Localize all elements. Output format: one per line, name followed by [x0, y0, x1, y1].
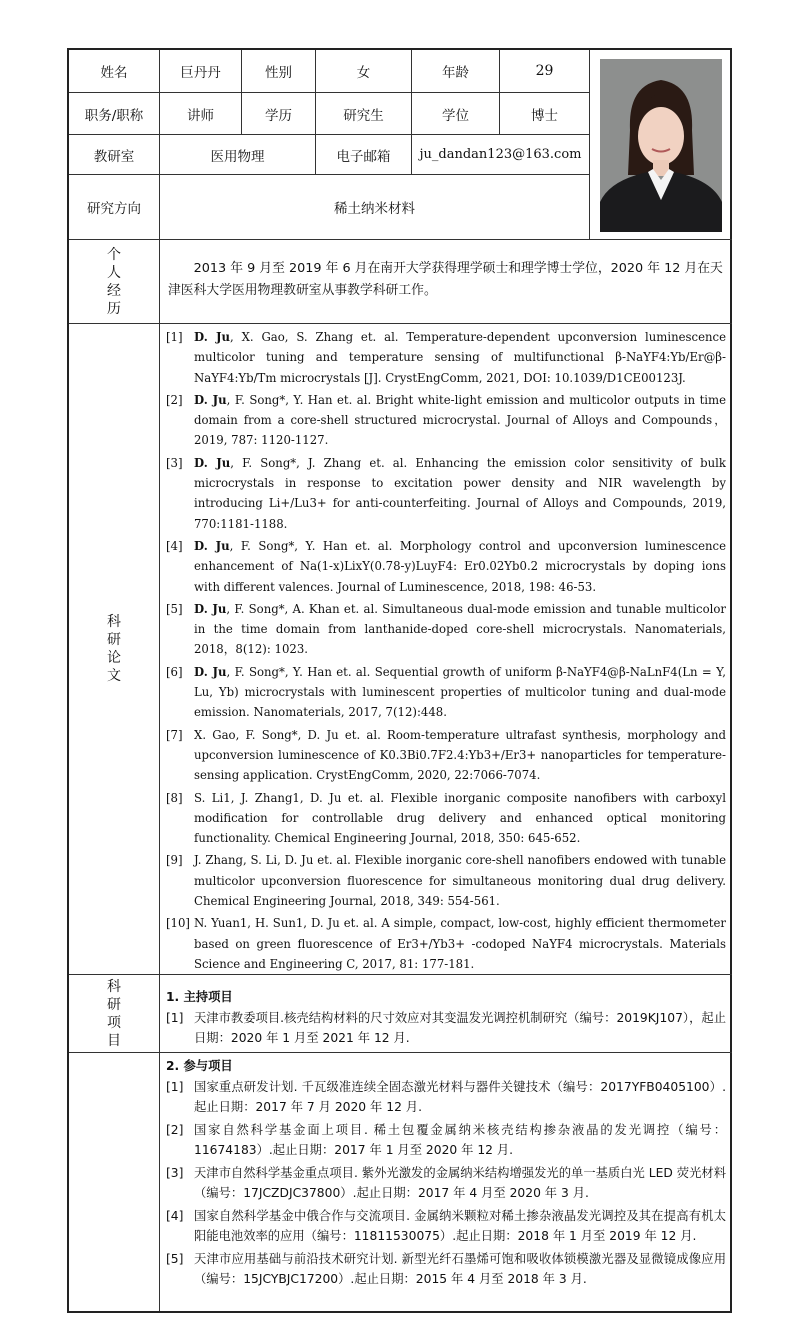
gender-value: 女	[316, 50, 412, 93]
project-item	[166, 1206, 726, 1247]
project-number: [1]	[166, 1010, 184, 1025]
paper-text: J. Zhang, S. Li, D. Ju et. al. Flexible inorganic core-shell nanofibers endowed with tunable multicolor upconversion fluorescence for simultaneous monitoring dual drug delivery. Chemical Engineering Journal, 2018, 349: 554-561.	[194, 853, 726, 909]
education-value: 研究生	[316, 93, 412, 135]
paper-number: [3]	[166, 455, 183, 470]
paper-number: [6]	[166, 664, 183, 679]
paper-number: [1]	[166, 330, 183, 344]
project-text: 天津市自然科学基金重点项目. 紫外光激发的金属纳米结构增强发光的单一基质白光 LED 荧光材料（编号：17JCZDJC37800）.起止日期：2017 年 4 月至 2020 年 3 月.	[194, 1165, 726, 1200]
project-text: 国家自然科学基金面上项目. 稀土包覆金属纳米核壳结构掺杂液晶的发光调控（编号：11674183）.起止日期：2017 年 1 月至 2020 年 12 月.	[194, 1122, 726, 1157]
research-value: 稀土纳米材料	[160, 175, 590, 240]
email-value: ju_dandan123@163.com	[412, 135, 590, 175]
title-label: 职务/职称	[69, 93, 160, 135]
paper-number: [5]	[166, 601, 183, 616]
paper-item	[166, 850, 726, 911]
paper-text: , F. Song*, Y. Han et. al. Morphology control and upconversion luminescence enhancement of Na(1-x)LixY(0.78-y)LuyF4: Er0.02Yb0.2 microcrystals by doping ions with different valences. Journal of Luminescence, 2018, 198: 46-53.	[194, 538, 726, 594]
profile-table	[67, 48, 732, 1313]
paper-author: D. Ju	[194, 330, 231, 344]
paper-author: D. Ju	[194, 664, 227, 679]
department-value: 医用物理	[160, 135, 316, 175]
project-item	[166, 1163, 726, 1204]
paper-item	[166, 725, 726, 786]
degree-value: 博士	[500, 93, 590, 135]
paper-text: , F. Song*, A. Khan et. al. Simultaneous dual-mode emission and tunable multicolor in the time domain from lanthanide-doped core-shell microcrystals. Nanomaterials, 2018，8(12): 1023.	[194, 601, 726, 657]
projects-joined-label-cell	[69, 1053, 160, 1311]
project-item	[166, 1008, 726, 1049]
paper-citation	[194, 536, 726, 597]
age-value: 29	[500, 50, 590, 93]
paper-citation	[194, 913, 726, 974]
paper-number: [4]	[166, 538, 183, 553]
paper-item	[166, 453, 726, 534]
paper-author: D. Ju	[194, 601, 227, 616]
experience-text: 2013 年 9 月至 2019 年 6 月在南开大学获得理学硕士和理学博士学位，2020 年 12 月在天津医科大学医用物理教研室从事教学科研工作。	[160, 240, 732, 324]
projects-joined	[160, 1053, 732, 1311]
paper-citation	[194, 788, 726, 849]
paper-item	[166, 788, 726, 849]
project-text: 天津市教委项目.核壳结构材料的尺寸效应对其变温发光调控机制研究（编号：2019KJ107），起止日期：2020 年 1 月至 2021 年 12 月.	[194, 1010, 726, 1045]
project-text: 国家自然科学基金中俄合作与交流项目. 金属纳米颗粒对稀土掺杂液晶发光调控及其在提高有机太阳能电池效率的应用（编号：11811530075）.起止日期：2018 年 1 月至 2019 年 12 月.	[194, 1208, 726, 1243]
degree-label: 学位	[412, 93, 500, 135]
projects-section-label: 科 研 项 目	[69, 975, 160, 1053]
profile-photo	[590, 50, 732, 240]
paper-item	[166, 599, 726, 660]
age-label: 年龄	[412, 50, 500, 93]
paper-number: [10]	[166, 916, 190, 931]
paper-text: X. Gao, F. Song*, D. Ju et. al. Room-temperature ultrafast synthesis, morphology and upconversion luminescence of K0.3Bi0.7F2.4:Yb3+/Er3+ nanoparticles for temperature-sensing application. CrystEngComm, 2020, 22:7066-7074.	[194, 727, 726, 783]
department-label: 教研室	[69, 135, 160, 175]
paper-author: D. Ju	[194, 455, 231, 470]
paper-item	[166, 913, 726, 974]
project-text: 天津市应用基础与前沿技术研究计划. 新型光纤石墨烯可饱和吸收体锁模激光器及显微镜成像应用（编号：15JCYBJC17200）.起止日期：2015 年 4 月至 2018 年 3 月.	[194, 1251, 726, 1286]
paper-text: , F. Song*, Y. Han et. al. Bright white-light emission and multicolor outputs in time domain from a core-shell structured microcrystal. Journal of Alloys and Compounds，2019, 787: 1120-1127.	[194, 392, 727, 448]
project-number: [5]	[166, 1251, 184, 1266]
paper-number: [2]	[166, 392, 183, 407]
paper-number: [7]	[166, 727, 183, 742]
paper-item	[166, 390, 726, 451]
paper-citation	[194, 327, 726, 388]
experience-section-label: 个 人 经 历	[69, 240, 160, 324]
project-item	[166, 1077, 726, 1118]
name-value: 巨丹丹	[160, 50, 242, 93]
paper-citation	[194, 662, 726, 723]
paper-citation	[194, 390, 726, 451]
paper-citation	[194, 599, 726, 660]
project-text: 国家重点研发计划. 千瓦级准连续全固态激光材料与器件关键技术（编号：2017YFB0405100）.起止日期：2017 年 7 月 2020 年 12 月.	[194, 1079, 726, 1114]
paper-citation	[194, 453, 726, 534]
email-label: 电子邮箱	[316, 135, 412, 175]
paper-item	[166, 327, 726, 388]
project-number: [3]	[166, 1165, 184, 1180]
paper-item	[166, 662, 726, 723]
projects-heading: 2. 参与项目	[166, 1059, 233, 1073]
paper-text: , F. Song*, Y. Han et. al. Sequential growth of uniform β-NaYF4@β-NaLnF4(Ln = Y, Lu, Yb) microcrystals with luminescent properties of multicolor tuning and dual-mode emission. Nanomaterials, 2017, 7(12):448.	[194, 664, 726, 720]
project-item	[166, 1120, 726, 1161]
papers-section-label: 科 研 论 文	[69, 324, 160, 975]
title-value: 讲师	[160, 93, 242, 135]
project-number: [2]	[166, 1122, 184, 1137]
gender-label: 性别	[242, 50, 316, 93]
paper-text: N. Yuan1, H. Sun1, D. Ju et. al. A simple, compact, low-cost, highly efficient thermometer based on green fluorescence of Er3+/Yb3+ -codoped NaYF4 microcrystals. Materials Science and Engineering C, 2017, 81: 177-181.	[194, 916, 726, 971]
paper-author: D. Ju	[194, 392, 227, 407]
portrait-image	[590, 50, 732, 240]
education-label: 学历	[242, 93, 316, 135]
paper-citation	[194, 850, 726, 911]
paper-author: D. Ju	[194, 538, 230, 553]
research-label: 研究方向	[69, 175, 160, 240]
papers-list	[160, 324, 732, 975]
project-item	[166, 1249, 726, 1290]
paper-text: , F. Song*, J. Zhang et. al. Enhancing the emission color sensitivity of bulk microcrystals in response to excitation power density and NIR wavelength by introducing Li+/Lu3+ for anti-counterfeiting. Journal of Alloys and Compounds, 2019, 770:1181-1188.	[194, 455, 726, 531]
paper-number: [8]	[166, 790, 183, 805]
paper-citation	[194, 725, 726, 786]
projects-hosted	[160, 975, 732, 1053]
project-number: [1]	[166, 1079, 184, 1094]
name-label: 姓名	[69, 50, 160, 93]
paper-text: S. Li1, J. Zhang1, D. Ju et. al. Flexible inorganic composite nanofibers with carboxyl modification for controllable drug delivery and enhanced optical monitoring functionality. Chemical Engineering Journal, 2018, 350: 645-652.	[194, 790, 726, 846]
projects-heading: 1. 主持项目	[166, 990, 233, 1004]
project-number: [4]	[166, 1208, 184, 1223]
paper-text: , X. Gao, S. Zhang et. al. Temperature-dependent upconversion luminescence multicolor tuning and temperature sensing of multifunctional β-NaYF4:Yb/Er@β-NaYF4:Yb/Tm microcrystals [J]. CrystEngComm, 2021, DOI: 10.1039/D1CE00123J.	[194, 330, 726, 385]
paper-item	[166, 536, 726, 597]
paper-number: [9]	[166, 853, 183, 868]
